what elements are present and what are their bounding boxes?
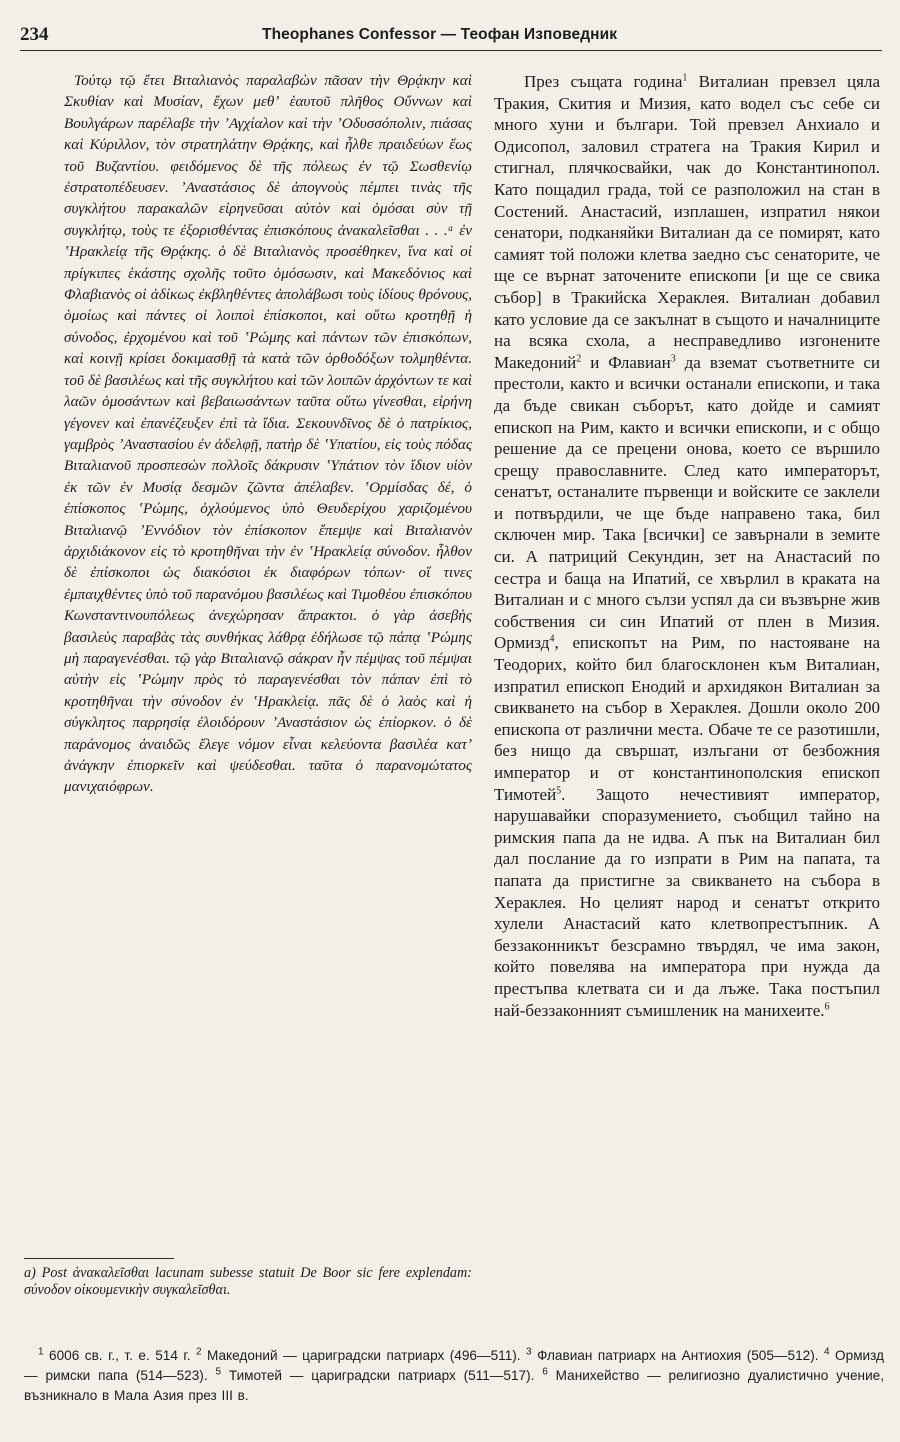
bg-text-part: да вземат съответните си престоли, както и всички останали епископи, и така да бъде свикан съборът, като дойде и самият епископ на Рим, както и всички епископи, и с общо решение да се прецени онова, което се вършило срещу православните. След като императорът, сенатът, останалите първенци и войските се заклели и потвърдили, че ще бъде направено така, бил сключен мир. Така [всички] се завърнали в земите си. А патриций Секундин, зет на Анастасий по сестра и баща на Ипатий, се хвърлил в краката на Виталиан и с много сълзи успял да си възвърне жив собствения си син Ипатий от плен в Мизия. Ормизд: [494, 352, 880, 653]
running-head: Theophanes Confessor — Теофан Изповедник: [262, 26, 618, 43]
footnote-ref: 1: [682, 72, 688, 84]
bulgarian-text-column: [494, 71, 880, 1021]
bg-text-part: , епископът на Рим, по настояване на Теодорих, който бил благосклонен към Виталиан, изпратил епископ Енодий и архидякон Виталиан за свикването на събор в Хераклея. Дошли около 200 епископа от различни места. Обаче те се разотишли, без нищо да свършат, излъгани от безбожния император и от константинополския епископ Тимотей: [494, 633, 880, 804]
footnote-number: 3: [526, 1346, 532, 1358]
header-rule: [20, 50, 882, 51]
footnote-text: Македоний — цариградски патриарх (496—511).: [201, 1348, 527, 1363]
footnote-number: 5: [215, 1366, 222, 1378]
footnote-text: 6006 св. г., т. е. 514 г.: [43, 1348, 196, 1363]
footnote-ref: 3: [670, 353, 676, 365]
bg-text-part: Виталиан превзел цяла Тракия, Скития и Мизия, като водел със себе си много хуни и българи. Той превзел Анхиало и Одисопол, заловил стратега на Тракия Кирил и стигнал, плячкосвайки, чак до Константинопол. Като пощадил града, той се разположил на стан в Состений. Анастасий, изплашен, изпратил някои сенатори, подканяйки Виталиан да се помирят, като самият той положи клетва заедно със сенаторите, че ще се върнат заточените епископи [и ще се свика събор] в Тракийска Хераклея. Виталиан добавил като условие да се закълнат в същото и началниците на всяка схола, а несправедливо изгонените Македоний: [494, 72, 880, 372]
bg-text-part: . Защото нечестивият император, нарушавайки споразумението, съобщил тайно на римския папа да не идва. А пък на Виталиан бил дал послание да го изпрати в Рим на папата, та папата да пристигне за свикването на събора в Хераклея. Но целият народ и сенатът открито хулели Анастасий като клетвопрестъпник. А беззаконникът безсрамно твърдял, че има закон, който повелява на императора при нужда да престъпва клетвата си и да лъже. Така постъпил най-беззаконният съмишленик на манихеите.: [494, 784, 880, 1020]
footnote-ref: 5: [556, 784, 562, 796]
footnote-text: Ормизд — римски папа (514—523).: [24, 1348, 884, 1383]
bg-text-part: През същата година: [524, 72, 683, 91]
bg-text-part: и Флавиан: [581, 352, 671, 372]
footnote-text: Флавиан патриарх на Антиохия (505—512).: [531, 1348, 824, 1363]
footnote-number: 4: [824, 1346, 830, 1358]
footnote-ref: 4: [549, 633, 555, 645]
greek-text-column: Τούτῳ τῷ ἔτει Βιταλιανὸς παραλαβὼν πᾶσαν τὴν Θρᾴκην καὶ Σκυθίαν καὶ Μυσίαν, ἔχων μεθʼ ἑαυτοῦ πλῆθος Οὔννων καὶ Βουλγάρων παρέλαβε τὴν ʼΑγχίαλον καὶ τὴν ʼΟδυσσόπολιν, πιάσας καὶ Κύριλλον, τὸν στρατηλάτην Θρᾴκης, καὶ ἦλθε πραιδεύων ἕως τοῦ Βυζαντίου. φειδόμενος δὲ τῆς πόλεως ἐν τῷ Σωσθενίῳ ἐστρατοπέδευσεν. ʼΑναστάσιος δὲ ἀπογνοὺς πέμπει τινὰς τῆς συγκλήτου παρακαλῶν εἰρηνεῦσαι αὐτὸν καὶ ὀμόσαι σὺν τῇ συγκλήτῳ, τοὺς τε ἐξορισθέντας ἐπισκόπους ἀνακαλεῖσθαι . . .ᵃ ἐν ʽΗρακλείᾳ τῆς Θρᾴκης. ὁ δὲ Βιταλιανὸς προσέθηκεν, ἵνα καὶ οἱ πρίγκιπες ἑκάστης σχολῆς τοῦτο ὀμόσωσιν, καὶ Μακεδόνιος καὶ Φλαβιανὸς οἱ ἀδίκως ἐκβληθέντες ἀπολάβωσι τοὺς ἰδίους θρόνους, ὁμοίως καὶ πάντες οἱ λοιποὶ ἐπίσκοποι, καὶ οὕτω κροτηθῇ ἡ σύνοδος, ἐρχομένου καὶ τοῦ ʽΡώμης καὶ πάντων τῶν ἐπισκόπων, καὶ κοινῇ κρίσει δοκιμασθῇ τὰ κατὰ τῶν ὀρθοδόξων τολμηθέντα. τοῦ δὲ βασιλέως καὶ τῆς συγκλήτου καὶ τῶν λοιπῶν ἀρχόντων τε καὶ λαῶν ὀμοσάντων καὶ βεβαιωσάντων ταῦτα οὕτω γίνεσθαι, εἰρήνη γέγονεν καὶ ἐπανέζευξεν ἐπὶ τὰ ἴδια. Σεκουνδῖνος δὲ ὁ πατρίκιος, γαμβρὸς ʼΑναστασίου ἐν ἀδελφῇ, πατὴρ δὲ ʽΥπατίου, εἰς τοὺς πόδας Βιταλιανοῦ προσπεσὼν πολλοῖς δάκρυσιν ʽΥπάτιον τὸν ἴδιον υἱὸν ἐκ τῶν ἐν Μυσίᾳ δεσμῶν ζῶντα ἀπέλαβεν. ʽΟρμίσδας δέ, ὁ ἐπίσκοπος ʽΡώμης, ὀχλούμενος ὑπὸ Θευδερίχου χαριζομένου Βιταλιανῷ ʼΕννόδιον τὸν ἐπίσκοπον ἔπεμψε καὶ Βιταλιανὸν ἀρχιδιάκονον εἰς τὸ κροτηθῆναι τὴν ἐν ʽΗρακλείᾳ σύνοδον. ἦλθον δὲ ἐπίσκοποι ὡς διακόσιοι ἐκ διαφόρων τόπων· οἵ τινες ἐμπαιχθέντες ὑπὸ τοῦ παρανόμου βασιλέως καὶ Τιμοθέου ἐπισκόπου Κωνσταντινουπόλεως ἀνεχώρησαν ἄπρακτοι. ὁ γὰρ ἀσεβὴς βασιλεὺς παραβὰς τὰς συνθήκας λάθρᾳ ἐδήλωσε τῷ πάπᾳ ʽΡώμης μὴ παραγενέσθαι. τῷ γὰρ Βιταλιανῷ σάκραν ἦν πέμψας τοῦ πέμψαι αὐτὴν εἰς ʽΡώμην πρὸς τὸ παραγενέσθαι τὸν πάπαν ἐπὶ τὸ κροτηθῆναι τὴν σύνοδον ἐν ʽΗρακλείᾳ. πᾶς δὲ ὁ λαὸς καὶ ἡ σύγκλητος παρρησίᾳ ἐλοιδόρουν ʼΑναστάσιον ὡς ἐπίορκον. ὁ δὲ παράνομος ἀναιδῶς ἔλεγε νόμον εἶναι κελεύοντα βασιλέα κατʼ ἀνάγκην ἐπιορκεῖν καὶ ψεύδεσθαι. ταῦτα ὁ παρανομώτατος μανιχαιόφρων.: [64, 72, 472, 796]
footnote-number: 2: [195, 1346, 202, 1358]
page-number: 234: [20, 24, 49, 45]
footnote-number: 1: [38, 1346, 44, 1358]
footnote-text: Манихейство — религиозно дуалистично учение, възникнало в Мала Азия през III в.: [24, 1368, 884, 1403]
footnote-rule: [24, 1258, 174, 1259]
footnote-text: Тимотей — цариградски патриарх (511—517).: [221, 1368, 543, 1383]
footnote-ref: 6: [824, 1000, 830, 1012]
footnote-ref: 2: [576, 353, 582, 365]
bulgarian-footnotes: [24, 1346, 884, 1406]
footnote-number: 6: [542, 1366, 548, 1378]
greek-apparatus-note: a) Post ἀνακαλεῖσθαι lacunam subesse statuit De Boor sic fere explendam: σύνοδον οἰκουμενικὴν συγκαλεῖσθαι.: [24, 1265, 472, 1298]
